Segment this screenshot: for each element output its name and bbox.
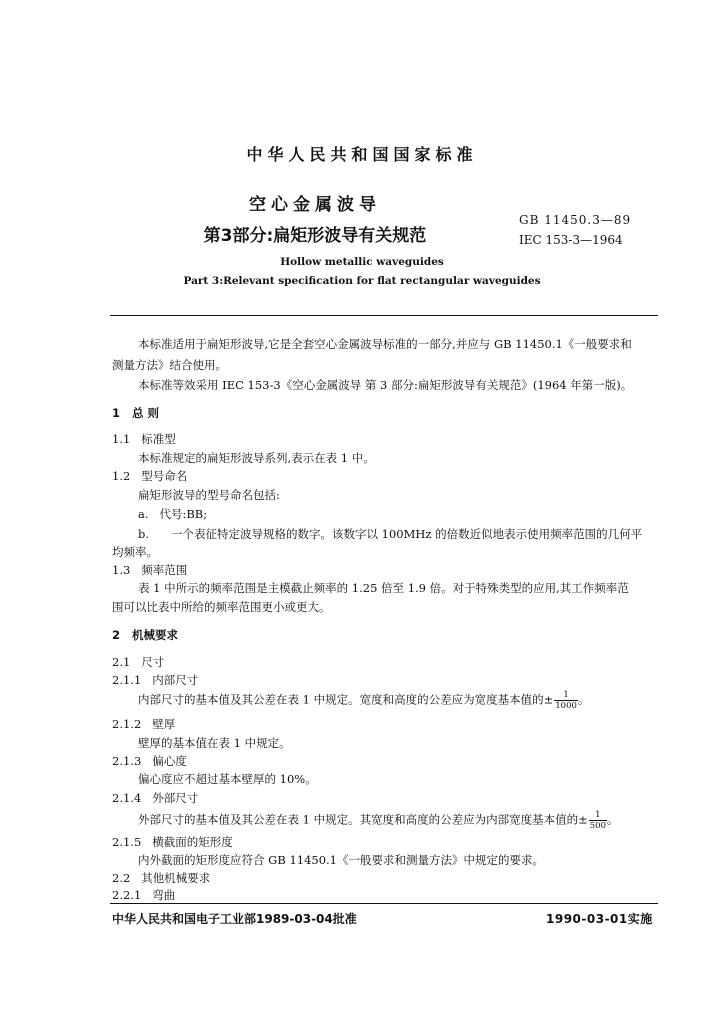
section-2-1-2-text: 壁厚的基本值在表 1 中规定。 (138, 736, 291, 750)
section-2-1-heading (112, 654, 164, 670)
header-divider (110, 315, 658, 316)
outer-tolerance-fraction (589, 810, 607, 831)
section-1-3-text-b: 围可以比表中所给的频率范围更小或更大。 (112, 600, 331, 614)
fraction-numerator: 1 (554, 690, 578, 701)
section-2-1-3-text: 偏心度应不超过基本壁厚的 10%。 (138, 772, 317, 786)
section-2-1-title: 尺寸 (141, 655, 165, 669)
section-1-title: 总 则 (132, 406, 160, 420)
intro-line-1a: 本标准适用于扁矩形波导,它是全套空心金属波导标准的一部分,并应与 GB 11450.1《一般要求和 (138, 337, 632, 351)
section-2-title: 机械要求 (132, 628, 179, 642)
fraction-denominator: 1000 (555, 701, 577, 711)
section-1-heading (112, 405, 159, 421)
section-2-1-1-number: 2.1.1 (112, 673, 142, 687)
section-2-1-4-title: 外部尺寸 (152, 791, 199, 805)
section-1-3-text-a: 表 1 中所示的频率范围是主模截止频率的 1.25 倍至 1.9 倍。对于特殊类型的应用,其工作频率范 (138, 581, 629, 595)
section-2-1-5-title: 横截面的矩形度 (152, 835, 233, 849)
inner-dimension-text: 内部尺寸的基本值及其公差在表 1 中规定。宽度和高度的公差应为宽度基本值的± (138, 692, 554, 707)
footer-divider (110, 903, 658, 904)
section-2-2-title: 其他机械要求 (141, 871, 211, 885)
sentence-end: 。 (577, 692, 590, 707)
section-2-1-4-text (138, 810, 619, 831)
section-2-number: 2 (112, 628, 121, 642)
title-cn-main: 空心金属波导 (249, 195, 381, 215)
section-2-1-5-number: 2.1.5 (112, 835, 142, 849)
section-2-1-5-text: 内外截面的矩形度应符合 GB 11450.1《一般要求和测量方法》中规定的要求。 (138, 853, 545, 867)
section-2-1-2-title: 壁厚 (152, 717, 176, 731)
section-2-1-2-number: 2.1.2 (112, 717, 142, 731)
section-2-1-3-heading (112, 753, 187, 769)
section-1-2-number: 1.2 (112, 469, 131, 483)
national-standard-heading: 中华人民共和国国家标准 (246, 145, 478, 164)
gb-number: GB 11450.3—89 (519, 213, 632, 227)
section-2-2-1-number: 2.2.1 (112, 888, 142, 902)
outer-dimension-text: 外部尺寸的基本值及其公差在表 1 中规定。其宽度和高度的公差应为内部宽度基本值的± (138, 812, 588, 827)
section-1-3-number: 1.3 (112, 563, 131, 577)
section-2-1-1-title: 内部尺寸 (152, 673, 199, 687)
section-2-1-4-heading (112, 790, 198, 806)
fraction-numerator: 1 (589, 810, 607, 821)
section-1-1-text: 本标准规定的扁矩形波导系列,表示在表 1 中。 (138, 451, 375, 465)
intro-line-2: 本标准等效采用 IEC 153-3《空心金属波导 第 3 部分:扁矩形波导有关规范》(1964 年第一版)。 (138, 378, 633, 392)
section-1-2-item-b (138, 526, 642, 542)
section-2-1-3-number: 2.1.3 (112, 754, 142, 768)
section-2-2-heading (112, 870, 210, 886)
title-en-main: Hollow metallic waveguides (280, 256, 444, 268)
section-2-1-2-heading (112, 716, 175, 732)
approval-note: 中华人民共和国电子工业部1989-03-04批准 (112, 912, 357, 926)
section-1-1-heading (112, 431, 176, 447)
title-cn-part: 第3部分:扁矩形波导有关规范 (203, 226, 427, 246)
inner-tolerance-fraction (554, 690, 578, 711)
section-1-3-heading (112, 562, 187, 578)
section-1-number: 1 (112, 406, 121, 420)
section-2-1-3-title: 偏心度 (152, 754, 187, 768)
section-2-1-1-text (138, 690, 589, 711)
item-a-text: 代号:BB; (159, 507, 208, 521)
section-1-2-item-b-cont: 均频率。 (112, 545, 158, 559)
section-2-heading (112, 627, 178, 643)
section-2-1-4-number: 2.1.4 (112, 791, 142, 805)
item-a-label: a. (138, 507, 149, 521)
fraction-denominator: 500 (589, 821, 606, 831)
sentence-end: 。 (607, 812, 619, 827)
section-2-2-number: 2.2 (112, 871, 131, 885)
intro-line-1b: 测量方法》结合使用。 (112, 358, 227, 372)
iec-number: IEC 153-3—1964 (519, 233, 623, 247)
section-2-1-1-heading (112, 672, 198, 688)
section-1-2-title: 型号命名 (141, 469, 188, 483)
section-1-2-text: 扁矩形波导的型号命名包括: (138, 488, 280, 502)
section-1-1-title: 标准型 (141, 432, 176, 446)
section-2-1-number: 2.1 (112, 655, 131, 669)
section-2-2-1-heading (112, 887, 175, 903)
implementation-date: 1990-03-01实施 (546, 912, 653, 926)
item-b-text: 一个表征特定波导规格的数字。该数字以 100MHz 的倍数近似地表示使用频率范围的几何平 (170, 527, 643, 541)
section-2-1-5-heading (112, 834, 233, 850)
section-1-2-item-a (138, 506, 207, 522)
title-en-part: Part 3:Relevant specification for flat rectangular waveguides (183, 275, 541, 287)
item-b-label: b. (138, 527, 150, 541)
section-1-2-heading (112, 468, 187, 484)
section-1-3-title: 频率范围 (141, 563, 188, 577)
section-1-1-number: 1.1 (112, 432, 131, 446)
section-2-2-1-title: 弯曲 (152, 888, 176, 902)
